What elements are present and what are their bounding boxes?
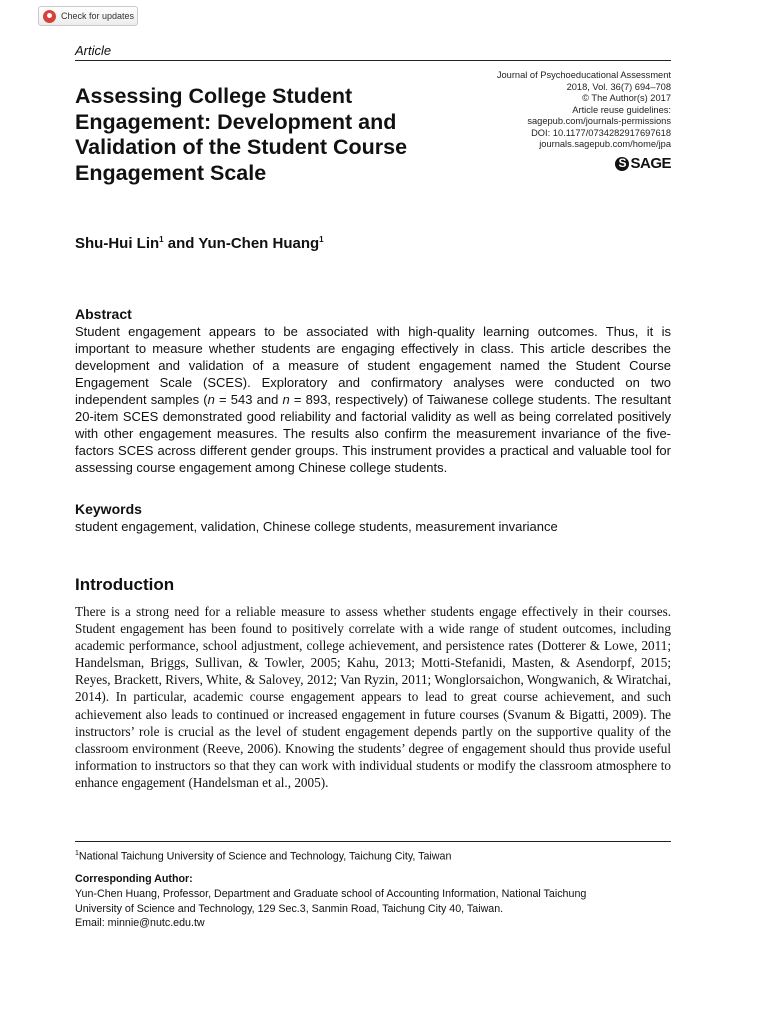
- journal-citation: 2018, Vol. 36(7) 694–708: [566, 81, 671, 92]
- corresponding-email[interactable]: Email: minnie@nutc.edu.tw: [75, 917, 205, 929]
- journal-homepage-link[interactable]: journals.sagepub.com/home/jpa: [539, 139, 671, 149]
- sage-logo-icon: [615, 157, 629, 171]
- publisher-name: SAGE: [630, 155, 671, 172]
- footnote-marker: 1: [75, 850, 79, 857]
- corresponding-author-heading: Corresponding Author:: [75, 873, 193, 885]
- affiliation-marker: 1: [159, 235, 164, 244]
- permissions-link[interactable]: sagepub.com/journals-permissions: [527, 116, 671, 126]
- abstract-text: Student engagement appears to be associated with high-quality learning outcomes. Thus, it is important to measure whether students are engaging effectively in class. This article describes the development and validation of a measure of student engagement named the Student Course Engagement Scale (SCES). Exploratory and confirmatory analyses were conducted on two independent samples (n = 543 and n = 893, respectively) of Taiwanese college students. The resultant 20-item SCES demonstrated good reliability and factorial validity as well as being correlated positively with other engagement measures. The results also confirm the measurement invariance of the five-factors SCES across different gender groups. This instrument provides a practical and valuable tool for assessing course engagement among Chinese college students.: [75, 324, 671, 475]
- journal-copyright: © The Author(s) 2017: [582, 93, 671, 103]
- check-updates-icon: [43, 10, 56, 23]
- author-name: Yun-Chen Huang: [198, 235, 320, 252]
- corresponding-line: Yun-Chen Huang, Professor, Department and Graduate school of Accounting Information, National Taichung: [75, 888, 587, 900]
- sage-logo: [615, 155, 671, 172]
- keywords-heading: Keywords: [75, 501, 142, 517]
- reuse-guidelines: Article reuse guidelines:: [572, 104, 671, 115]
- keywords-text: student engagement, validation, Chinese college students, measurement invariance: [75, 519, 558, 534]
- check-for-updates-button[interactable]: [38, 6, 138, 26]
- article-title: Assessing College Student Engagement: Development and Validation of the Student Course Engagement Scale: [75, 84, 408, 185]
- introduction-heading: Introduction: [75, 575, 175, 594]
- header-divider: [75, 60, 671, 61]
- author-joiner: and: [163, 235, 199, 252]
- footnote-divider: [75, 841, 671, 842]
- author-name: Shu-Hui Lin: [75, 235, 160, 252]
- check-for-updates-label: Check for updates: [61, 11, 135, 21]
- footnote-text: National Taichung University of Science and Technology, Taichung City, Taiwan: [78, 850, 452, 863]
- affiliation-marker: 1: [319, 235, 324, 244]
- abstract-heading: Abstract: [75, 306, 132, 322]
- doi-link[interactable]: DOI: 10.1177/0734282917697618: [531, 127, 671, 138]
- introduction-text: There is a strong need for a reliable measure to assess whether students engage effectively in their courses. Student engagement has been found to positively correlate with a wide range of student outcomes, including academic performance, school adjustment, college achievement, and persistence rates (Dotterer & Lowe, 2011; Handelsman, Briggs, Sullivan, & Towler, 2005; Kahu, 2013; Motti-Stefanidi, Masten, & Asendorpf, 2015; Reyes, Brackett, Rivers, White, & Salovey, 2012; Van Ryzin, 2011; Wonglorsaichon, Wongwanich, & Wiratchai, 2014). In particular, academic course engagement appears to lead to great course achievement, and such achievement also leads to continued or increased engagement in future courses (Svanum & Bigatti, 2009). The instructors’ role is crucial as the level of student engagement depends partly on the supportive quality of the classroom environment (Reeve, 2006). Knowing the students’ degree of engagement should thus provide useful information to instructors so that they can work with individual students or modify the classroom atmosphere to enhance engagement (Handelsman et al., 2005).: [75, 604, 671, 790]
- corresponding-line: University of Science and Technology, 129 Sec.3, Sanmin Road, Taichung City 40, Taiwan.: [75, 902, 504, 915]
- corresponding-author-details: [75, 887, 665, 931]
- journal-info: [497, 70, 671, 151]
- author-list: [75, 235, 324, 252]
- affiliation-footnote: [75, 850, 451, 863]
- article-type-label: Article: [75, 43, 112, 58]
- journal-name: Journal of Psychoeducational Assessment: [496, 70, 671, 80]
